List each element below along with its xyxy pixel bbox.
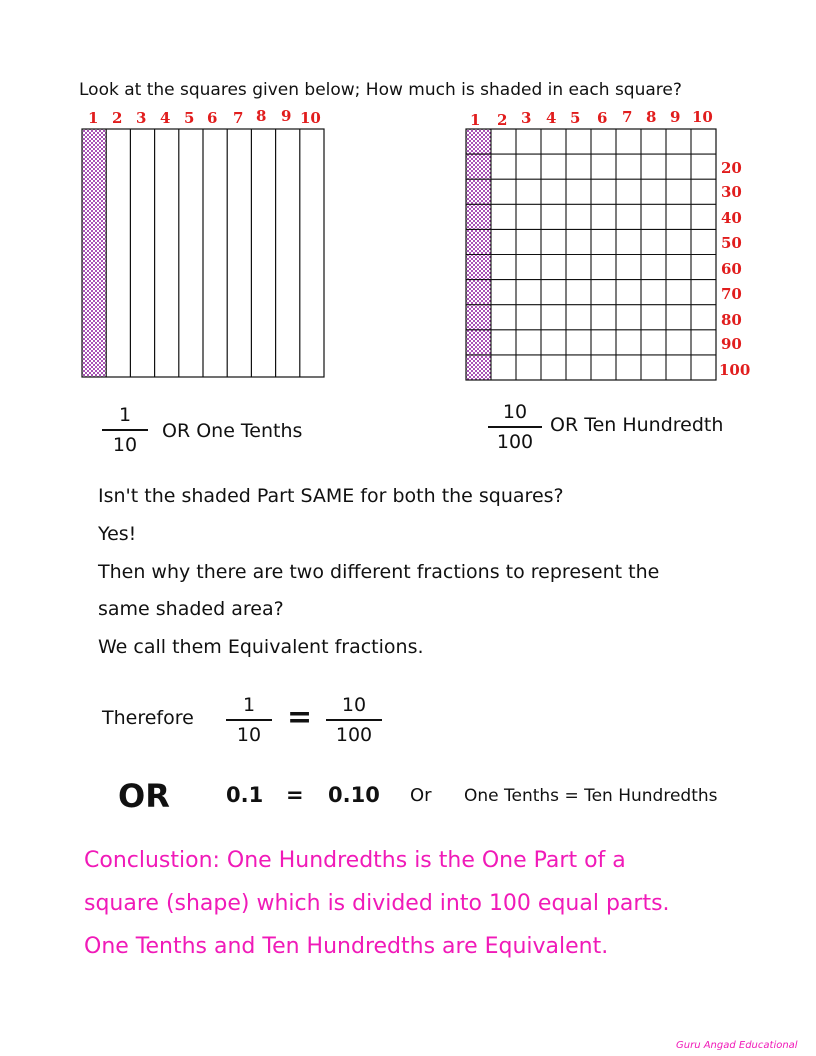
right-col-number: 7 bbox=[622, 108, 633, 126]
therefore-right-fraction bbox=[326, 694, 382, 746]
right-fraction bbox=[488, 401, 542, 453]
question-text: Look at the squares given below; How much is shaded in each square? bbox=[79, 80, 682, 100]
discussion-line: same shaded area? bbox=[98, 598, 284, 620]
right-row-number: 80 bbox=[721, 311, 742, 329]
fraction-bar bbox=[226, 719, 272, 721]
right-col-number: 10 bbox=[692, 108, 713, 126]
right-row-number: 60 bbox=[721, 260, 742, 278]
therefore-label: Therefore bbox=[102, 707, 194, 729]
decimal-equals: = bbox=[286, 783, 304, 807]
left-col-number: 5 bbox=[184, 109, 195, 127]
equals-sign: = bbox=[287, 700, 313, 735]
fraction-numerator: 10 bbox=[502, 401, 528, 423]
fraction-denominator: 10 bbox=[112, 434, 138, 456]
fraction-numerator: 1 bbox=[118, 404, 132, 426]
right-col-number: 5 bbox=[570, 109, 581, 127]
conclusion-line: Conclustion: One Hundredths is the One Part of a bbox=[84, 848, 626, 873]
hundredths-square bbox=[465, 128, 717, 382]
conclusion-line: square (shape) which is divided into 100 equal parts. bbox=[84, 891, 670, 916]
discussion-line: Yes! bbox=[98, 523, 137, 545]
right-row-number: 70 bbox=[721, 285, 742, 303]
right-row-number: 30 bbox=[721, 183, 742, 201]
left-col-number: 7 bbox=[233, 109, 244, 127]
or-small: Or bbox=[410, 785, 432, 806]
left-col-number: 3 bbox=[136, 109, 147, 127]
decimal-words: One Tenths = Ten Hundredths bbox=[464, 786, 718, 806]
right-row-number: 90 bbox=[721, 335, 742, 353]
left-col-number: 9 bbox=[281, 107, 292, 125]
fraction-denominator: 100 bbox=[496, 431, 534, 453]
right-caption: OR Ten Hundredth bbox=[550, 414, 724, 436]
discussion-line: Then why there are two different fractions to represent the bbox=[98, 561, 660, 583]
right-row-number: 50 bbox=[721, 234, 742, 252]
right-col-number: 8 bbox=[646, 108, 657, 126]
or-large: OR bbox=[118, 777, 170, 815]
shaded-column bbox=[82, 129, 106, 377]
left-col-number: 1 bbox=[88, 109, 99, 127]
left-fraction bbox=[102, 404, 148, 456]
right-col-number: 9 bbox=[670, 108, 681, 126]
decimal-left: 0.1 bbox=[226, 783, 264, 807]
fraction-bar bbox=[102, 429, 148, 431]
right-row-number: 40 bbox=[721, 209, 742, 227]
fraction-numerator: 1 bbox=[242, 694, 256, 716]
fraction-numerator: 10 bbox=[341, 694, 367, 716]
right-col-number: 3 bbox=[521, 109, 532, 127]
footer-credit: Guru Angad Educational bbox=[676, 1040, 798, 1051]
fraction-bar bbox=[488, 426, 542, 428]
discussion-line: Isn't the shaded Part SAME for both the squares? bbox=[98, 485, 564, 507]
tenths-square bbox=[81, 128, 325, 378]
left-caption: OR One Tenths bbox=[162, 420, 303, 442]
conclusion-line: One Tenths and Ten Hundredths are Equivalent. bbox=[84, 934, 609, 959]
right-row-number: 100 bbox=[719, 361, 751, 379]
discussion-line: We call them Equivalent fractions. bbox=[98, 636, 424, 658]
fraction-denominator: 100 bbox=[335, 724, 373, 746]
left-col-number: 4 bbox=[160, 109, 171, 127]
left-col-number: 6 bbox=[207, 109, 218, 127]
fraction-bar bbox=[326, 719, 382, 721]
decimal-right: 0.10 bbox=[328, 783, 380, 807]
right-col-number: 4 bbox=[546, 109, 557, 127]
right-col-number: 1 bbox=[470, 111, 481, 129]
fraction-denominator: 10 bbox=[236, 724, 262, 746]
left-col-number: 10 bbox=[300, 109, 321, 127]
therefore-left-fraction bbox=[226, 694, 272, 746]
right-col-number: 2 bbox=[497, 111, 508, 129]
right-row-number: 20 bbox=[721, 159, 742, 177]
column-lines bbox=[106, 129, 300, 377]
right-col-number: 6 bbox=[597, 109, 608, 127]
left-col-number: 2 bbox=[112, 109, 123, 127]
left-col-number: 8 bbox=[256, 107, 267, 125]
